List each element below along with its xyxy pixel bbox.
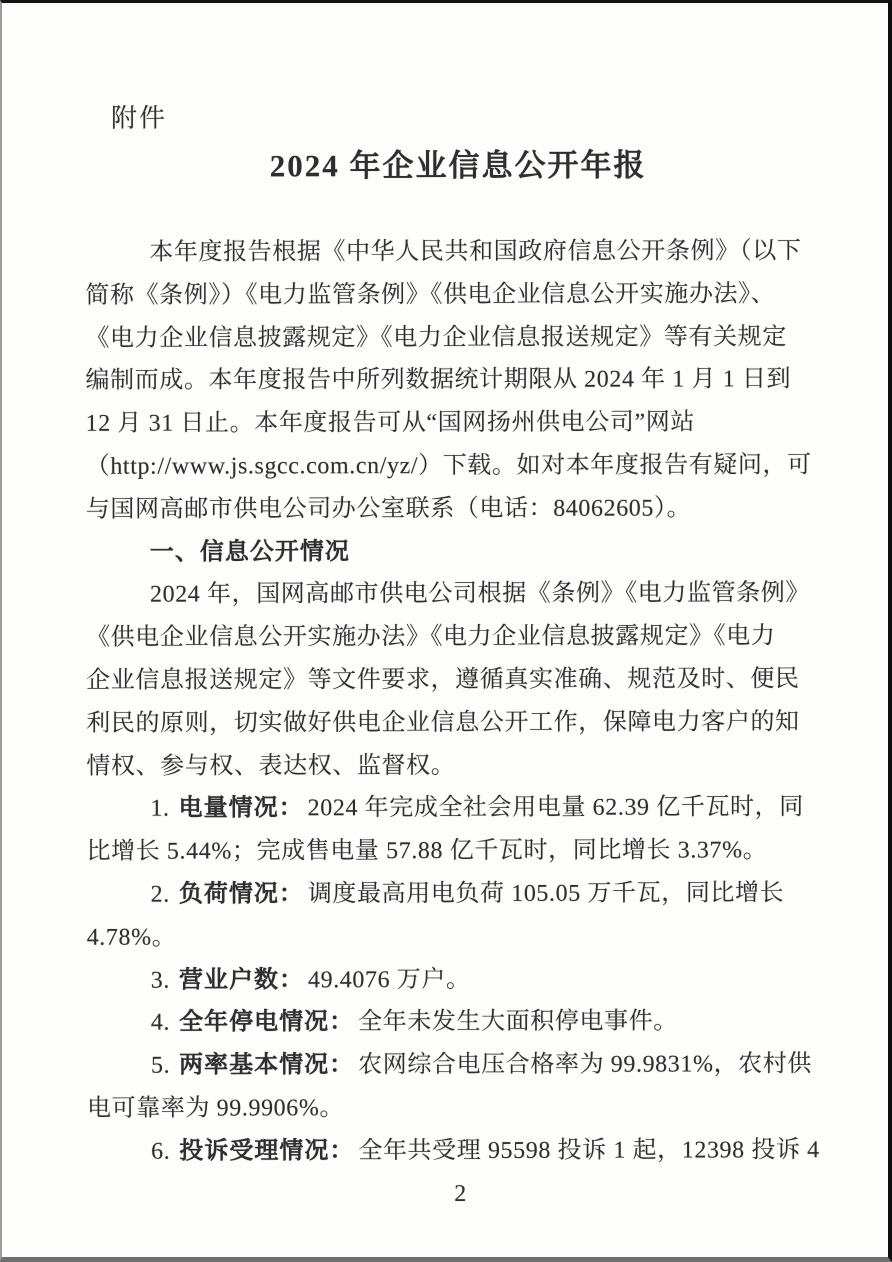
intro-line-7: 与国网高邮市供电公司办公室联系（电话：84062605）。 [85,495,692,523]
item-5-label: 两率基本情况： [179,1051,355,1079]
item-2-continuation: 4.78%。 [86,924,177,951]
document-title: 2024 年企业信息公开年报 [269,147,647,184]
item-5-two-rates [87,1043,833,1087]
item-2-label: 负荷情况： [178,880,304,908]
section-1-heading: 一、信息公开情况 [149,537,350,566]
item-1-text: 2024 年完成全社会用电量 62.39 亿千瓦时，同 [307,794,804,822]
document-body [85,230,833,1173]
intro-line-6: （http://www.js.sgcc.com.cn/yz/）下载。如对本年度报告有疑问，可 [85,452,812,480]
item-1-label: 电量情况： [178,794,304,822]
item-3-text: 49.4076 万户。 [307,966,471,993]
item-1-number: 1. [150,795,170,822]
item-2-load-situation [87,872,833,916]
item-3-label: 营业户数： [178,965,305,994]
section-1-line-1: 2024 年，国网高邮市供电公司根据《条例》《电力监管条例》 [149,580,811,608]
item-1-electricity-volume [86,787,832,831]
item-2-text: 调度最高用电负荷 105.05 万千瓦，同比增长 [307,880,785,908]
item-4-label: 全年停电情况： [179,1008,355,1036]
item-5-text: 农网综合电压合格率为 99.9831%，农村供 [358,1051,812,1079]
intro-line-5: 12 月 31 日止。本年度报告可从“国网扬州供电公司”网站 [85,409,695,437]
intro-line-4: 编制而成。本年度报告中所列数据统计期限从 2024 年 1 月 1 日到 [85,366,792,395]
item-6-number: 6. [151,1138,171,1165]
section-1-line-3: 企业信息报送规定》等文件要求，遵循真实准确、规范及时、便民 [86,666,800,694]
intro-line-1: 本年度报告根据《中华人民共和国政府信息公开条例》（以下 [149,238,802,266]
intro-line-3: 《电力企业信息披露规定》《电力企业信息报送规定》等有关规定 [85,323,787,352]
item-1-continuation: 比增长 5.44%；完成售电量 57.88 亿千瓦时，同比增长 3.37%。 [86,837,768,865]
item-3-customer-count [87,958,833,1002]
item-6-label: 投诉受理情况： [179,1136,355,1165]
item-5-number: 5. [150,1052,171,1079]
item-3-number: 3. [150,967,171,994]
intro-line-2: 简称《条例》）《电力监管条例》《供电企业信息公开实施办法》、 [85,281,776,309]
section-1-line-5: 情权、参与权、表达权、监督权。 [86,752,456,780]
item-2-number: 2. [150,881,170,908]
section-1-line-2: 《供电企业信息公开实施办法》《电力企业信息披露规定》《电力 [86,623,776,651]
item-6-text: 全年共受理 95598 投诉 1 起，12398 投诉 4 [358,1136,820,1164]
page-content [1,2,890,1209]
item-5-continuation: 电可靠率为 99.9906%。 [87,1095,345,1122]
item-6-complaints [87,1129,833,1173]
item-4-number: 4. [150,1009,171,1036]
page-number: 2 [454,1180,467,1207]
item-4-outage-situation [87,1001,833,1045]
attachment-label: 附件 [110,103,168,133]
section-1-line-4: 利民的原则，切实做好供电企业信息公开工作，保障电力客户的知 [86,709,800,737]
item-4-text: 全年未发生大面积停电事件。 [358,1008,678,1036]
